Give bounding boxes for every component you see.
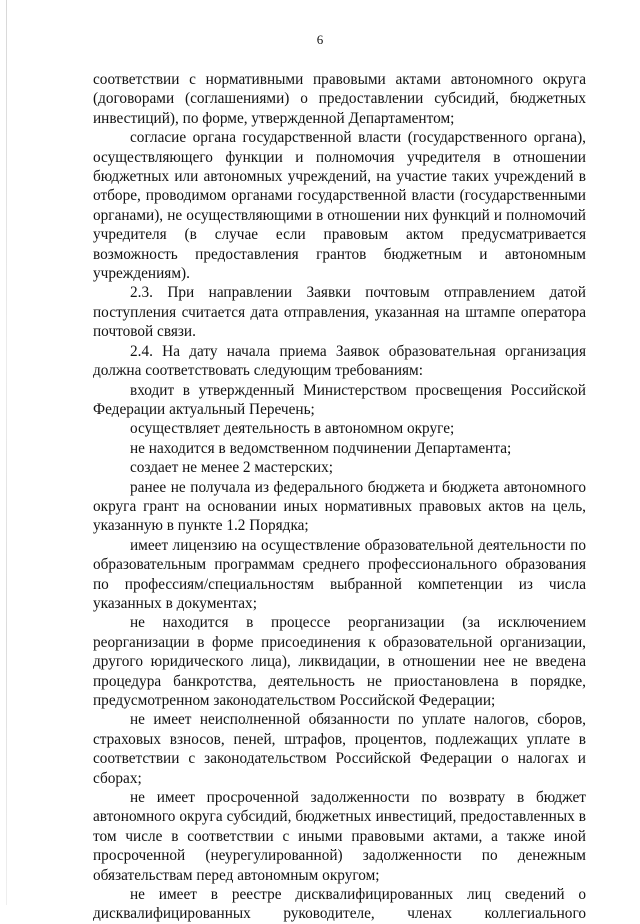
requirement-item: не находится в процессе реорганизации (за исключением реорганизации в форме присоединения к образовательной организации, другого юридического лица), ликвидации, в отношении нее не введена процедура банкротства, деятельность не приостановлена в порядке, предусмотренном законодательством Российской Федерации; (93, 614, 586, 709)
requirement-item: не находится в ведомственном подчинении Департамента; (130, 439, 512, 457)
paragraph-consent: согласие органа государственной власти (государственного органа), осуществляющего функции и полномочия учредителя в отношении бюджетных или автономных учреждений, на участие таких учреждений в отборе, проводимом органами государственной власти (государственными органами), не осуществляющими в отношении них функций и полномочий учредителя (в случае если правовым актом предусматривается возможность предоставления грантов бюджетным и автономным учреждениям). (93, 129, 586, 283)
requirement-item: ранее не получала из федерального бюджета и бюджета автономного округа грант на основании иных нормативных правовых актов на цель, указанную в пункте 1.2 Порядка; (93, 478, 586, 535)
paragraph-2-4: 2.4. На дату начала приема Заявок образовательная организация должна соответствовать следующим требованиям: (93, 342, 586, 380)
document-body (93, 70, 586, 924)
requirement-item: входит в утвержденный Министерством просвещения Российской Федерации актуальный Перечень; (93, 381, 586, 418)
requirement-item: не имеет просроченной задолженности по возврату в бюджет автономного округа субсидий, бюджетных инвестиций, предоставленных в том числе в соответствии с иными правовыми актами, а также иной просроченной (неурегулированной) задолженности по денежным обязательствам перед автономным округом; (93, 789, 586, 884)
page-number: 6 (316, 32, 324, 47)
paragraph-2-3: 2.3. При направлении Заявки почтовым отправлением датой поступления считается дата отправления, указанная на штампе оператора почтовой связи. (93, 284, 586, 341)
requirement-item: осуществляет деятельность в автономном округе; (130, 420, 455, 438)
scan-edge-line (6, 0, 7, 905)
requirement-item: имеет лицензию на осуществление образовательной деятельности по образовательным программам среднего профессионального образования по профессиям/специальностям выбранной компетенции из числа указанных в документах; (93, 536, 586, 612)
requirement-item: создает не менее 2 мастерских; (130, 459, 333, 477)
paragraph-continuation: соответствии с нормативными правовыми актами автономного округа (договорами (соглашениями) о предоставлении субсидий, бюджетных инвестиций), по форме, утвержденной Департаментом; (93, 71, 586, 127)
requirement-item: не имеет неисполненной обязанности по уплате налогов, сборов, страховых взносов, пеней, штрафов, процентов, подлежащих уплате в соответствии с законодательством Российской Федерации о налогах и сборах; (93, 711, 586, 787)
requirement-item: не имеет в реестре дисквалифицированных лиц сведений о дисквалифицированных руководителе, членах коллегиального (93, 886, 586, 923)
